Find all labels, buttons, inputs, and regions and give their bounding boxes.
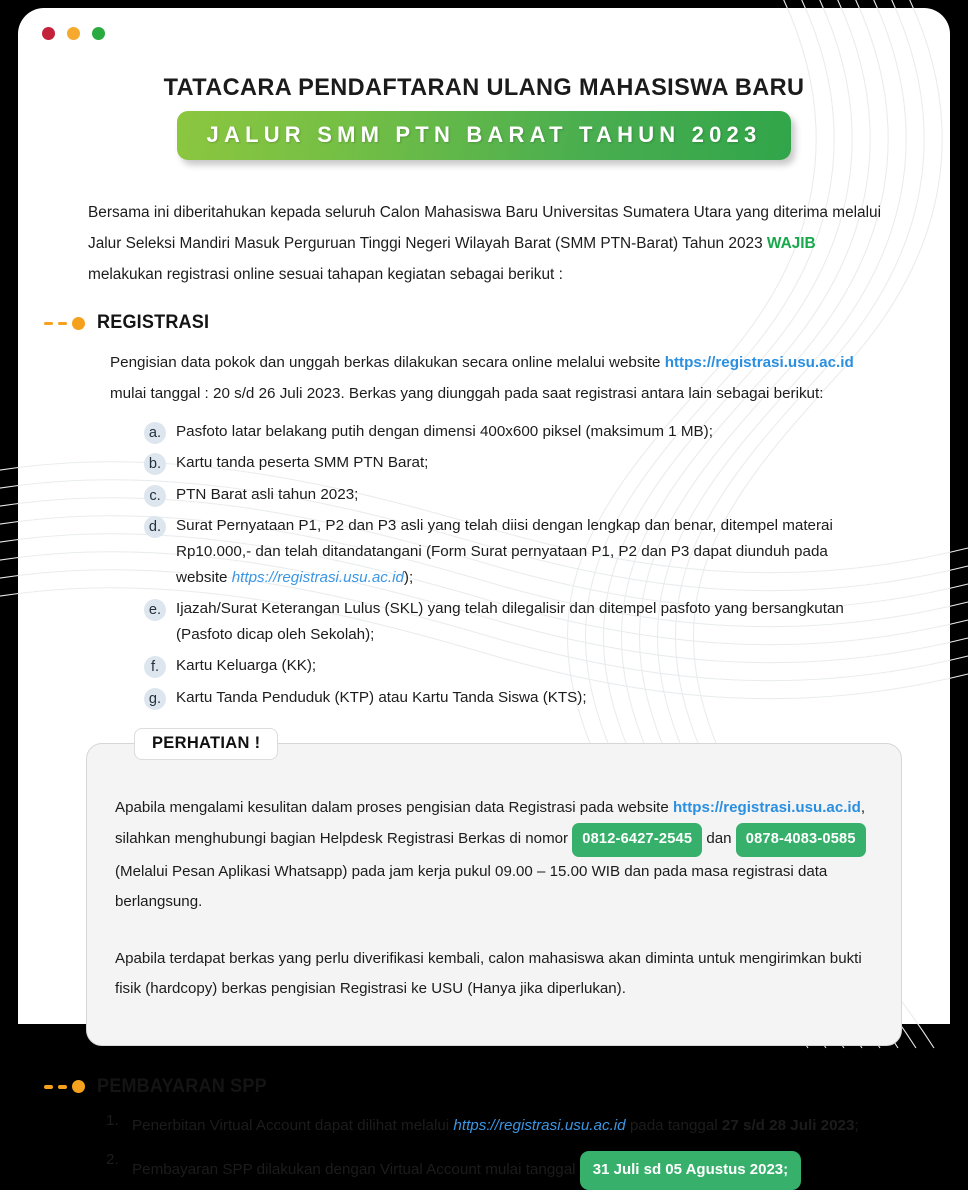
pembayaran-item1-link[interactable]: https://registrasi.usu.ac.id bbox=[453, 1116, 626, 1134]
section-pembayaran-heading bbox=[44, 1076, 950, 1098]
pembayaran-steps-list bbox=[106, 1112, 890, 1190]
perhatian-p1-and: dan bbox=[702, 829, 736, 847]
marker-dot bbox=[72, 1080, 85, 1093]
intro-highlight-wajib: WAJIB bbox=[766, 234, 816, 252]
perhatian-p1-before: Apabila mengalami kesulitan dalam proses pengisian data Registrasi pada website bbox=[115, 798, 673, 816]
registrasi-para-part1: Pengisian data pokok dan unggah berkas dilakukan secara online melalui website bbox=[110, 354, 665, 372]
helpdesk-phone-badge-1[interactable]: 0812-6427-2545 bbox=[572, 823, 702, 857]
list-item-text-after: ); bbox=[403, 568, 414, 586]
marker-dash-1 bbox=[44, 322, 53, 326]
perhatian-label: PERHATIAN ! bbox=[134, 728, 278, 760]
marker-dash-1 bbox=[44, 1085, 53, 1089]
document-page bbox=[18, 8, 950, 1178]
list-item-link[interactable]: https://registrasi.usu.ac.id bbox=[231, 568, 404, 586]
perhatian-box bbox=[86, 743, 902, 1046]
list-item-marker: 1. bbox=[106, 1111, 119, 1129]
pembayaran-item1-before: Penerbitan Virtual Account dapat dilihat melalui bbox=[132, 1116, 454, 1134]
list-item-text bbox=[132, 1151, 801, 1190]
marker-dash-2 bbox=[58, 322, 67, 326]
banner-subtitle: JALUR SMM PTN BARAT TAHUN 2023 bbox=[177, 111, 792, 160]
perhatian-paragraph-1 bbox=[115, 793, 871, 918]
section-marker-icon bbox=[44, 317, 85, 330]
list-item-text: Ijazah/Surat Keterangan Lulus (SKL) yang telah dilegalisir dan ditempel pasfoto yang bersangkutan (Pasfoto dicap oleh Sekolah); bbox=[176, 600, 844, 644]
list-item bbox=[106, 1112, 890, 1141]
list-item-marker: e. bbox=[144, 599, 166, 621]
list-item-text: Kartu Tanda Penduduk (KTP) atau Kartu Tanda Siswa (KTS); bbox=[176, 688, 587, 706]
intro-paragraph bbox=[88, 198, 882, 290]
registrasi-para-part2: mulai tanggal : 20 s/d 26 Juli 2023. Berkas yang diunggah pada saat registrasi antara lain sebagai berikut: bbox=[110, 384, 824, 402]
pembayaran-item1-date: 27 s/d 28 Juli 2023 bbox=[721, 1116, 855, 1134]
perhatian-p1-mid: , silahkan menghubungi bagian Helpdesk Registrasi Berkas di nomor bbox=[115, 798, 866, 847]
list-item-marker: a. bbox=[144, 422, 166, 444]
list-item-marker: b. bbox=[144, 453, 166, 475]
list-item bbox=[144, 513, 880, 591]
helpdesk-phone-badge-2[interactable]: 0878-4083-0585 bbox=[736, 823, 866, 857]
list-item-marker: 2. bbox=[106, 1150, 119, 1168]
list-item bbox=[144, 685, 880, 711]
pembayaran-item1-mid: pada tanggal bbox=[625, 1116, 722, 1134]
list-item bbox=[144, 653, 880, 679]
perhatian-p1-after: (Melalui Pesan Aplikasi Whatsapp) pada jam kerja pukul 09.00 – 15.00 WIB dan pada masa registrasi data berlangsung. bbox=[115, 863, 828, 911]
list-item-marker: c. bbox=[144, 485, 166, 507]
perhatian-paragraph-2: Apabila terdapat berkas yang perlu diverifikasi kembali, calon mahasiswa akan diminta untuk mengirimkan bukti fisik (hardcopy) berkas pengisian Registrasi ke USU (Hanya jika diperlukan). bbox=[115, 949, 862, 997]
list-item-text: Kartu Keluarga (KK); bbox=[176, 657, 317, 675]
page-title: TATACARA PENDAFTARAN ULANG MAHASISWA BARU bbox=[163, 74, 805, 101]
list-item-marker: d. bbox=[144, 516, 166, 538]
pembayaran-item2-before: Pembayaran SPP dilakukan dengan Virtual Account mulai tanggal bbox=[132, 1160, 580, 1178]
header bbox=[18, 8, 950, 160]
list-item bbox=[144, 450, 880, 476]
perhatian-website-link[interactable]: https://registrasi.usu.ac.id bbox=[672, 798, 861, 816]
list-item bbox=[144, 596, 880, 648]
list-item-text: Pasfoto latar belakang putih dengan dimensi 400x600 piksel (maksimum 1 MB); bbox=[176, 423, 713, 441]
registrasi-website-link[interactable]: https://registrasi.usu.ac.id bbox=[664, 354, 854, 372]
pembayaran-item1-after: ; bbox=[854, 1116, 859, 1134]
marker-dash-2 bbox=[58, 1085, 67, 1089]
list-item-text: PTN Barat asli tahun 2023; bbox=[176, 485, 359, 503]
list-item-marker: f. bbox=[144, 656, 166, 678]
list-item-text: Kartu tanda peserta SMM PTN Barat; bbox=[176, 454, 429, 472]
marker-dot bbox=[72, 317, 85, 330]
list-item bbox=[144, 419, 880, 445]
section-title-pembayaran: PEMBAYARAN SPP bbox=[97, 1075, 267, 1097]
list-item-text bbox=[176, 513, 880, 591]
perhatian-callout bbox=[86, 733, 902, 1046]
section-registrasi-heading bbox=[44, 312, 950, 334]
registrasi-document-list bbox=[144, 419, 880, 710]
list-item-marker: g. bbox=[144, 688, 166, 710]
intro-text-part1: Bersama ini diberitahukan kepada seluruh Calon Mahasiswa Baru Universitas Sumatera Utara yang diterima melalui Jalur Seleksi Mandiri Masuk Perguruan Tinggi Negeri Wilayah Barat (SMM PTN-Barat) Tahun 2023 bbox=[88, 204, 882, 252]
list-item bbox=[106, 1151, 890, 1190]
pembayaran-date-badge: 31 Juli sd 05 Agustus 2023; bbox=[580, 1151, 801, 1190]
list-item-text bbox=[132, 1112, 859, 1141]
section-title-registrasi: REGISTRASI bbox=[97, 312, 210, 334]
registrasi-paragraph bbox=[110, 348, 882, 409]
section-marker-icon bbox=[44, 1080, 85, 1093]
list-item bbox=[144, 482, 880, 508]
list-item-text-before: Surat Pernyataan P1, P2 dan P3 asli yang telah diisi dengan lengkap dan benar, ditempel materai Rp10.000,- dan telah ditandatangani (Form Surat pernyataan P1, P2 dan P3 dapat diunduh pada website bbox=[176, 516, 833, 586]
intro-text-part2: melakukan registrasi online sesuai tahapan kegiatan sebagai berikut : bbox=[88, 265, 563, 283]
